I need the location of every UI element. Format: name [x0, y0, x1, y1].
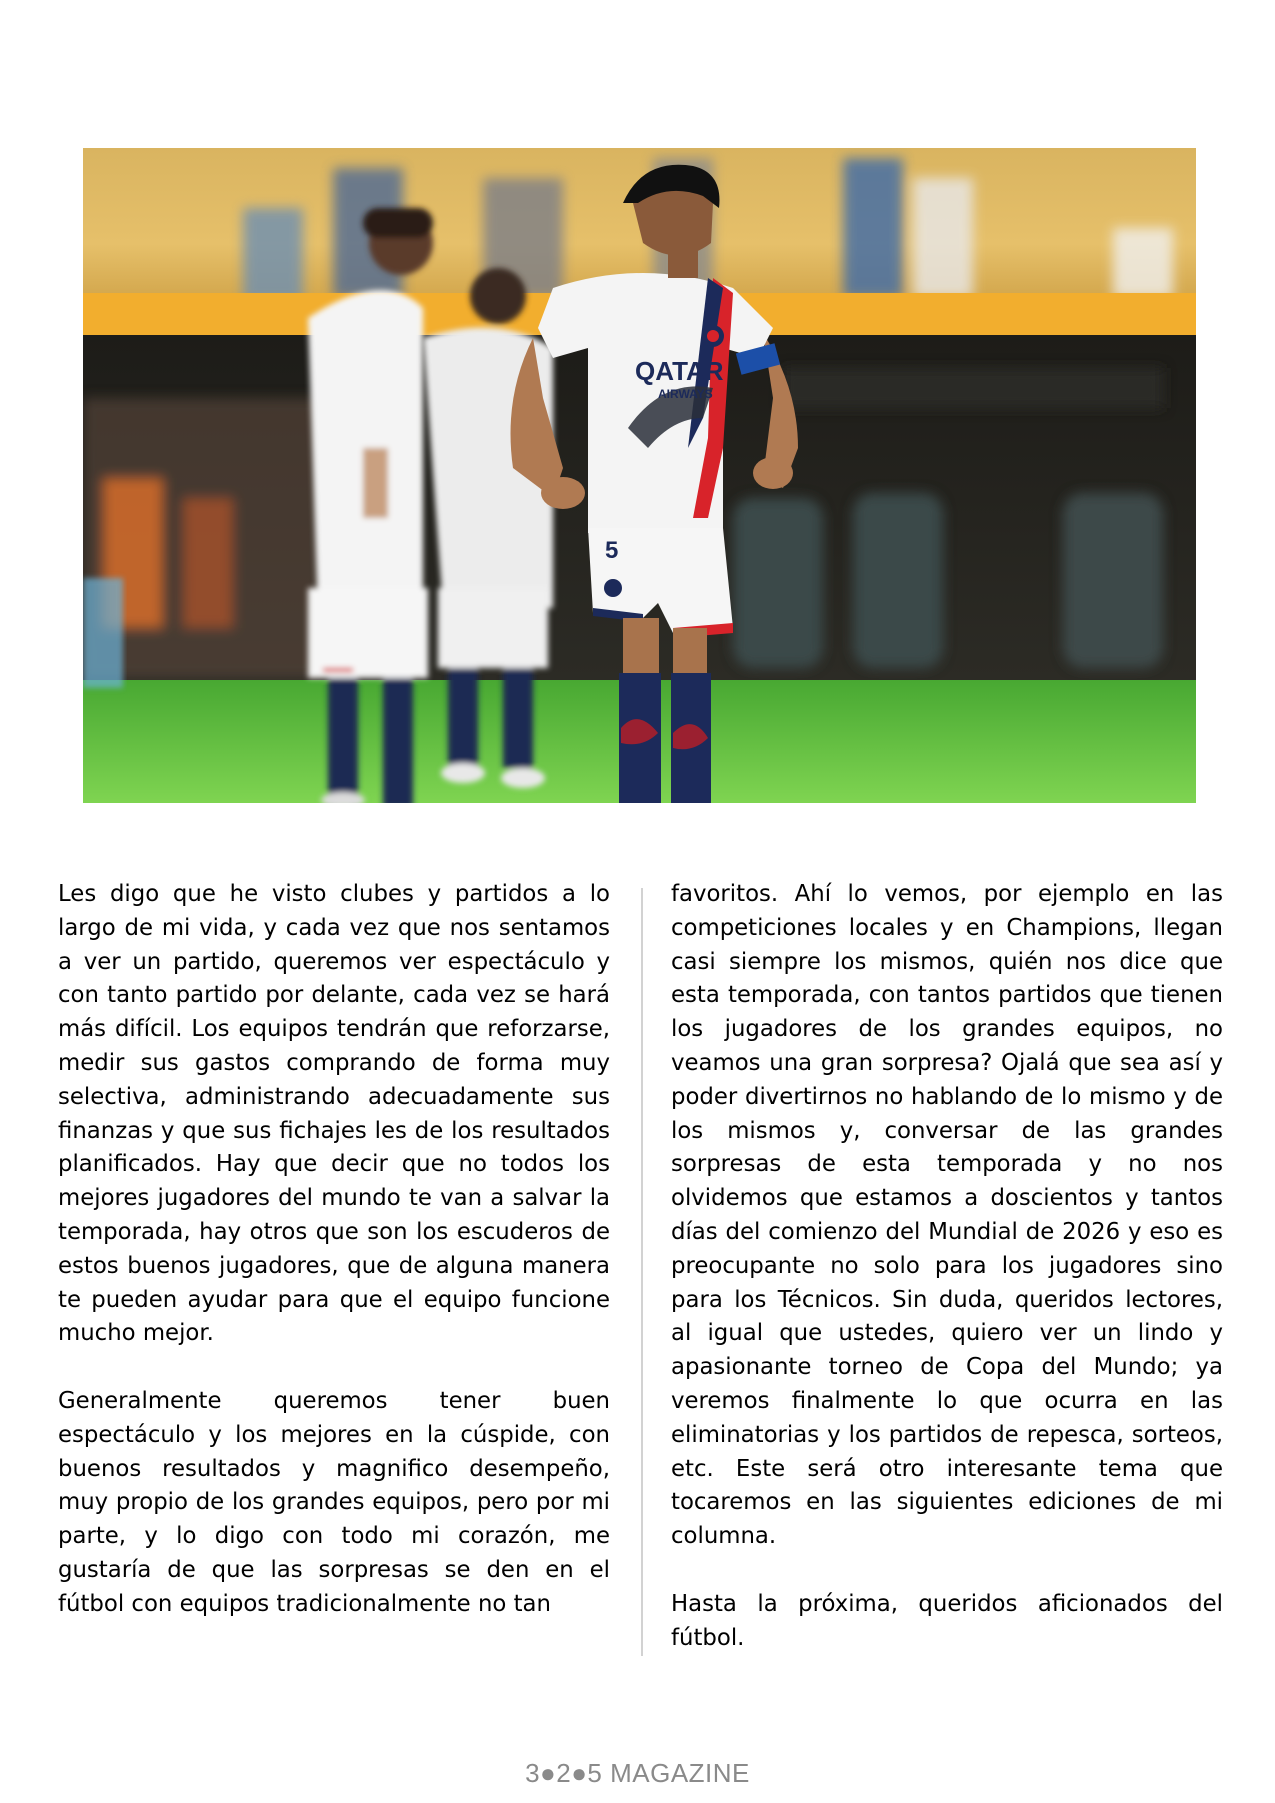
article-paragraph: Generalmente queremos tener buen espectáculo y los mejores en la cúspide, con buenos resultados y magnifico desempeño, muy propio de los grandes equipos, pero por mi parte, y lo digo con todo mi corazón, me gustaría de que las sorpresas se den en el fútbol con equipos tradicionalmente no tan — [58, 1387, 610, 1617]
article-paragraph: Les digo que he visto clubes y partidos a lo largo de mi vida, y cada vez que nos sentamos a ver un partido, queremos ver espectáculo y con tanto partido por delante, cada vez se hará más difícil. Los equipos tendrán que reforzarse, medir sus gastos comprando de forma muy selectiva, administrando adecuadamente sus finanzas y que sus fichajes les de los resultados planificados. Hay que decir que no todos los mejores jugadores del mundo te van a salvar la temporada, hay otros que son los escuderos de estos buenos jugadores, que de alguna manera te pueden ayudar para que el equipo funcione mucho mejor. — [58, 881, 610, 1347]
article-column-left — [58, 878, 610, 1622]
sponsor-subtext: AIRWAYS — [658, 387, 713, 401]
article-photo — [83, 148, 1196, 803]
column-divider — [641, 888, 643, 1656]
article-column-right — [671, 878, 1223, 1655]
soccer-players-photo — [83, 148, 1196, 803]
article-paragraph: Hasta la próxima, queridos aficionados del fútbol. — [671, 1590, 1223, 1651]
sponsor-text: QATAR — [635, 356, 724, 386]
player-number: 5 — [605, 537, 619, 564]
magazine-footer: 3●2●5 MAGAZINE — [525, 1758, 750, 1788]
article-paragraph: favoritos. Ahí lo vemos, por ejemplo en las competiciones locales y en Champions, llegan casi siempre los mismos, quién nos dice que esta temporada, con tantos partidos que tienen los jugadores de los grandes equipos, no veamos una gran sorpresa? Ojalá que sea así y poder divertirnos no hablando de lo mismo y de los mismos y, conversar de las grandes sorpresas de esta temporada y no nos olvidemos que estamos a doscientos y tantos días del comienzo del Mundial de 2026 y eso es preocupante no solo para los jugadores sino para los Técnicos. Sin duda, queridos lectores, al igual que ustedes, quiero ver un lindo y apasionante torneo de Copa del Mundo; ya veremos finalmente lo que ocurra en las eliminatorias y los partidos de repesca, sorteos, etc. Este será otro interesante tema que tocaremos en las siguientes ediciones de mi columna. — [671, 881, 1223, 1550]
